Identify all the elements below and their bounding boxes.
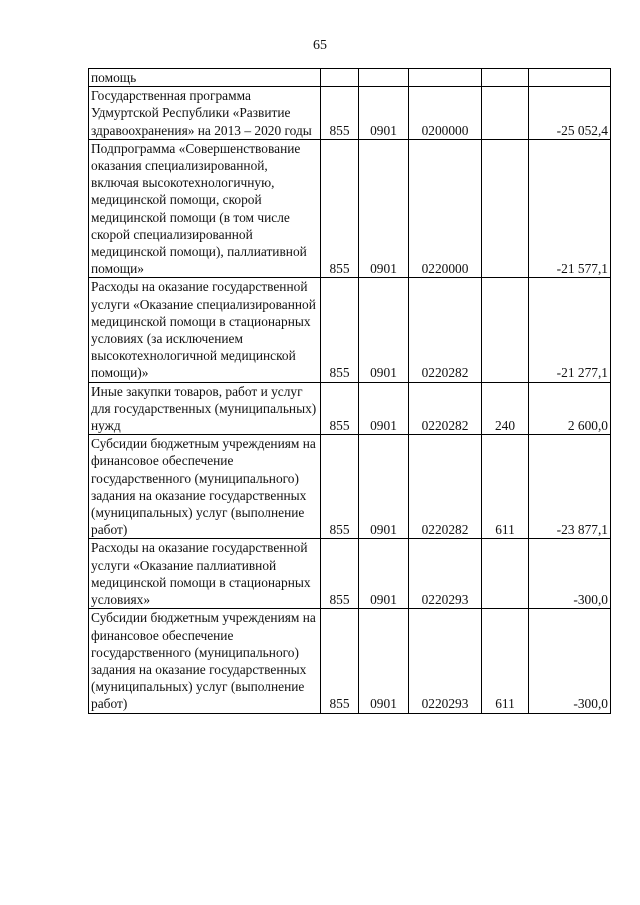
- target-article-cell: 0200000: [409, 87, 482, 140]
- ministry-code-cell: 855: [321, 139, 359, 278]
- target-article-cell: 0220282: [409, 435, 482, 539]
- section-code-cell: 0901: [359, 435, 409, 539]
- table-row: [89, 139, 611, 278]
- target-article-cell: 0220293: [409, 609, 482, 713]
- amount-cell: -23 877,1: [529, 435, 611, 539]
- target-article-cell: 0220282: [409, 382, 482, 435]
- amount-cell: -300,0: [529, 539, 611, 609]
- expense-type-cell: [482, 539, 529, 609]
- page-number: 65: [313, 38, 327, 53]
- ministry-code-cell: 855: [321, 435, 359, 539]
- table-row: [89, 435, 611, 539]
- ministry-code-cell: 855: [321, 382, 359, 435]
- expense-type-cell: 240: [482, 382, 529, 435]
- target-article-cell: 0220000: [409, 139, 482, 278]
- expense-type-cell: 611: [482, 435, 529, 539]
- table-row: [89, 609, 611, 713]
- table-row: [89, 87, 611, 140]
- section-code-cell: 0901: [359, 87, 409, 140]
- ministry-code-cell: 855: [321, 87, 359, 140]
- row-name-cell: Расходы на оказание государственной услуги «Оказание паллиативной медицинской помощи в стационарных условиях»: [89, 539, 321, 609]
- target-article-cell: 0220293: [409, 539, 482, 609]
- table-row: [89, 278, 611, 382]
- budget-table: [88, 68, 611, 714]
- amount-cell: [529, 69, 611, 87]
- ministry-code-cell: 855: [321, 539, 359, 609]
- amount-cell: 2 600,0: [529, 382, 611, 435]
- amount-cell: -25 052,4: [529, 87, 611, 140]
- expense-type-cell: [482, 278, 529, 382]
- row-name-cell: Субсидии бюджетным учреждениям на финансовое обеспечение государственного (муниципального) задания на оказание государственных (муниципальных) услуг (выполнение работ): [89, 609, 321, 713]
- expense-type-cell: [482, 87, 529, 140]
- expense-type-cell: [482, 69, 529, 87]
- ministry-code-cell: 855: [321, 609, 359, 713]
- ministry-code-cell: [321, 69, 359, 87]
- row-name-cell: Государственная программа Удмуртской Республики «Развитие здравоохранения» на 2013 – 2020 годы: [89, 87, 321, 140]
- section-code-cell: 0901: [359, 278, 409, 382]
- row-name-cell: Субсидии бюджетным учреждениям на финансовое обеспечение государственного (муниципального) задания на оказание государственных (муниципальных) услуг (выполнение работ): [89, 435, 321, 539]
- ministry-code-cell: 855: [321, 278, 359, 382]
- expense-type-cell: 611: [482, 609, 529, 713]
- amount-cell: -21 277,1: [529, 278, 611, 382]
- row-name-cell: Подпрограмма «Совершенствование оказания специализированной, включая высокотехнологичную, медицинской помощи, скорой медицинской помощи (в том числе скорой специализированной медицинской помощи), паллиативной помощи»: [89, 139, 321, 278]
- section-code-cell: 0901: [359, 539, 409, 609]
- expense-type-cell: [482, 139, 529, 278]
- section-code-cell: 0901: [359, 609, 409, 713]
- row-name-cell: помощь: [89, 69, 321, 87]
- row-name-cell: Расходы на оказание государственной услуги «Оказание специализированной медицинской помощи в стационарных условиях (за исключением высокотехнологичной медицинской помощи)»: [89, 278, 321, 382]
- table-row: [89, 539, 611, 609]
- target-article-cell: 0220282: [409, 278, 482, 382]
- amount-cell: -21 577,1: [529, 139, 611, 278]
- section-code-cell: 0901: [359, 382, 409, 435]
- table-row: [89, 69, 611, 87]
- row-name-cell: Иные закупки товаров, работ и услуг для государственных (муниципальных) нужд: [89, 382, 321, 435]
- target-article-cell: [409, 69, 482, 87]
- section-code-cell: [359, 69, 409, 87]
- section-code-cell: 0901: [359, 139, 409, 278]
- amount-cell: -300,0: [529, 609, 611, 713]
- table-row: [89, 382, 611, 435]
